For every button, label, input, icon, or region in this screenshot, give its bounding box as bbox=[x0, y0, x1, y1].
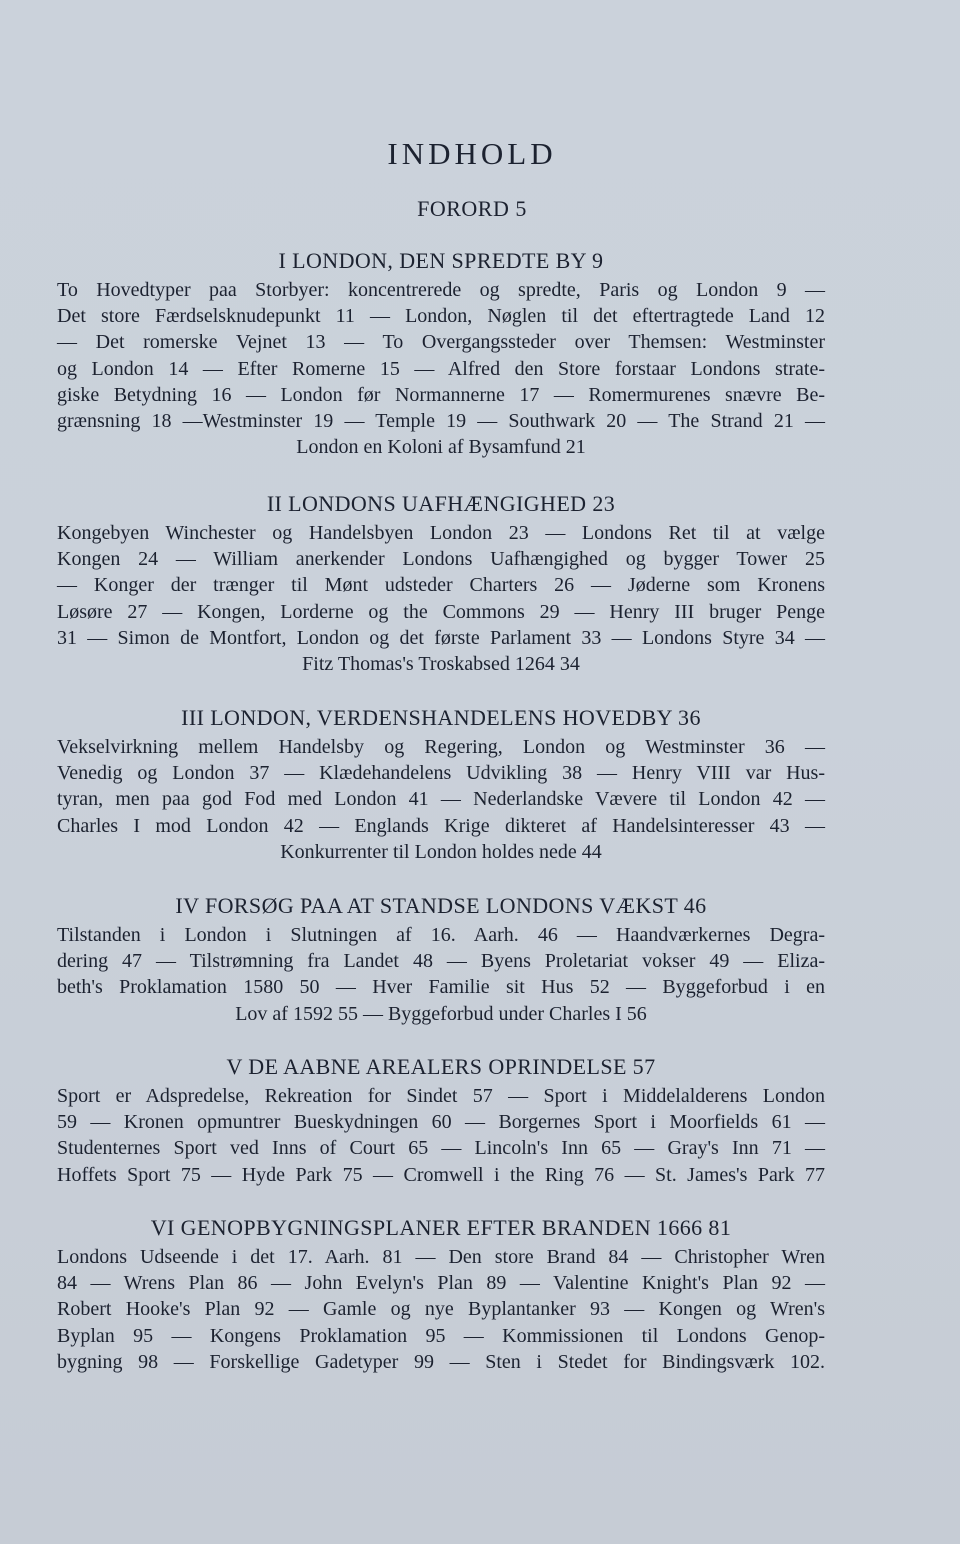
chapter-3 bbox=[57, 703, 825, 865]
chapter-line: Hoffets Sport 75 — Hyde Park 75 — Cromwell i the Ring 76 — St. James's Park 77 bbox=[57, 1163, 825, 1186]
chapter-heading: II LONDONS UAFHÆNGIGHED 23 bbox=[266, 491, 616, 516]
page-title: INDHOLD bbox=[387, 136, 557, 171]
foreword-entry: FORORD 5 bbox=[417, 196, 527, 221]
chapter-line: Fitz Thomas's Troskabsed 1264 34 bbox=[302, 652, 580, 675]
chapter-line: Kongen 24 — William anerkender Londons Uafhængighed og bygger Tower 25 bbox=[57, 548, 825, 571]
chapter-line: — Konger der trænger til Mønt udsteder Charters 26 — Jøderne som Kronens bbox=[57, 574, 825, 597]
chapter-line: tyran, men paa god Fod med London 41 — Nederlandske Vævere til London 42 — bbox=[57, 788, 825, 811]
chapter-heading: III LONDON, VERDENSHANDELENS HOVEDBY 36 bbox=[181, 705, 701, 730]
chapter-line: Studenternes Sport ved Inns of Court 65 — Lincoln's Inn 65 — Gray's Inn 71 — bbox=[57, 1137, 825, 1160]
chapter-line: Det store Færdselsknudepunkt 11 — London, Nøglen til det eftertragtede Land 12 bbox=[57, 305, 825, 328]
chapter-heading: I LONDON, DEN SPREDTE BY 9 bbox=[278, 248, 604, 273]
chapter-line: Londons Udseende i det 17. Aarh. 81 — Den store Brand 84 — Christopher Wren bbox=[57, 1246, 825, 1268]
chapter-line: Charles I mod London 42 — Englands Krige dikteret af Handelsinteresser 43 — bbox=[57, 814, 825, 837]
chapter-4 bbox=[57, 891, 825, 1027]
chapter-line: bygning 98 — Forskellige Gadetyper 99 — Sten i Stedet for Bindingsværk 102. bbox=[57, 1350, 825, 1373]
chapter-line: Venedig og London 37 — Klædehandelens Udvikling 38 — Henry VIII var Hus- bbox=[57, 762, 825, 785]
chapter-line: Byplan 95 — Kongens Proklamation 95 — Kommissionen til Londons Genop- bbox=[57, 1324, 825, 1347]
chapter-line: — Det romerske Vejnet 13 — To Overgangssteder over Themsen: Westminster bbox=[57, 331, 825, 354]
chapter-line: Kongebyen Winchester og Handelsbyen London 23 — Londons Ret til at vælge bbox=[57, 522, 825, 544]
chapter-line: Lov af 1592 55 — Byggeforbud under Charles I 56 bbox=[235, 1002, 647, 1025]
chapter-line: Konkurrenter til London holdes nede 44 bbox=[280, 840, 602, 863]
chapter-5 bbox=[57, 1052, 825, 1188]
chapter-heading: IV FORSØG PAA AT STANDSE LONDONS VÆKST 46 bbox=[175, 893, 707, 918]
chapter-line: 31 — Simon de Montfort, London og det første Parlament 33 — Londons Styre 34 — bbox=[57, 626, 825, 649]
chapter-line: giske Betydning 16 — London før Normannerne 17 — Romermurenes snævre Be- bbox=[57, 383, 825, 406]
chapter-line: dering 47 — Tilstrømning fra Landet 48 — Byens Proletariat vokser 49 — Eliza- bbox=[57, 950, 825, 973]
chapter-line: Sport er Adspredelse, Rekreation for Sindet 57 — Sport i Middelalderens London bbox=[57, 1085, 825, 1107]
chapter-line: 59 — Kronen opmuntrer Bueskydningen 60 — Borgernes Sport i Moorfields 61 — bbox=[57, 1111, 825, 1134]
chapter-line: grænsning 18 —Westminster 19 — Temple 19 — Southwark 20 — The Strand 21 — bbox=[57, 409, 825, 432]
chapter-line: Tilstanden i London i Slutningen af 16. Aarh. 46 — Haandværkernes Degra- bbox=[57, 924, 825, 946]
chapter-line: To Hovedtyper paa Storbyer: koncentrerede og spredte, Paris og London 9 — bbox=[57, 279, 825, 301]
chapter-line: Robert Hooke's Plan 92 — Gamle og nye Byplantanker 93 — Kongen og Wren's bbox=[57, 1298, 825, 1321]
chapter-1 bbox=[57, 246, 825, 460]
chapter-line: Vekselvirkning mellem Handelsby og Regering, London og Westminster 36 — bbox=[57, 736, 825, 758]
chapter-heading: VI GENOPBYGNINGSPLANER EFTER BRANDEN 1666 81 bbox=[150, 1215, 732, 1240]
chapter-2 bbox=[57, 489, 825, 677]
chapter-line: beth's Proklamation 1580 50 — Hver Familie sit Hus 52 — Byggeforbud i en bbox=[57, 976, 825, 999]
chapter-line: 84 — Wrens Plan 86 — John Evelyn's Plan 89 — Valentine Knight's Plan 92 — bbox=[57, 1272, 825, 1295]
chapter-line: London en Koloni af Bysamfund 21 bbox=[296, 436, 586, 459]
chapter-heading: V DE AABNE AREALERS OPRINDELSE 57 bbox=[226, 1054, 656, 1079]
chapter-line: Løsøre 27 — Kongen, Lorderne og the Commons 29 — Henry III bruger Penge bbox=[57, 600, 825, 623]
chapter-line: og London 14 — Efter Romerne 15 — Alfred den Store forstaar Londons strate- bbox=[57, 357, 825, 380]
chapter-6 bbox=[57, 1213, 825, 1375]
